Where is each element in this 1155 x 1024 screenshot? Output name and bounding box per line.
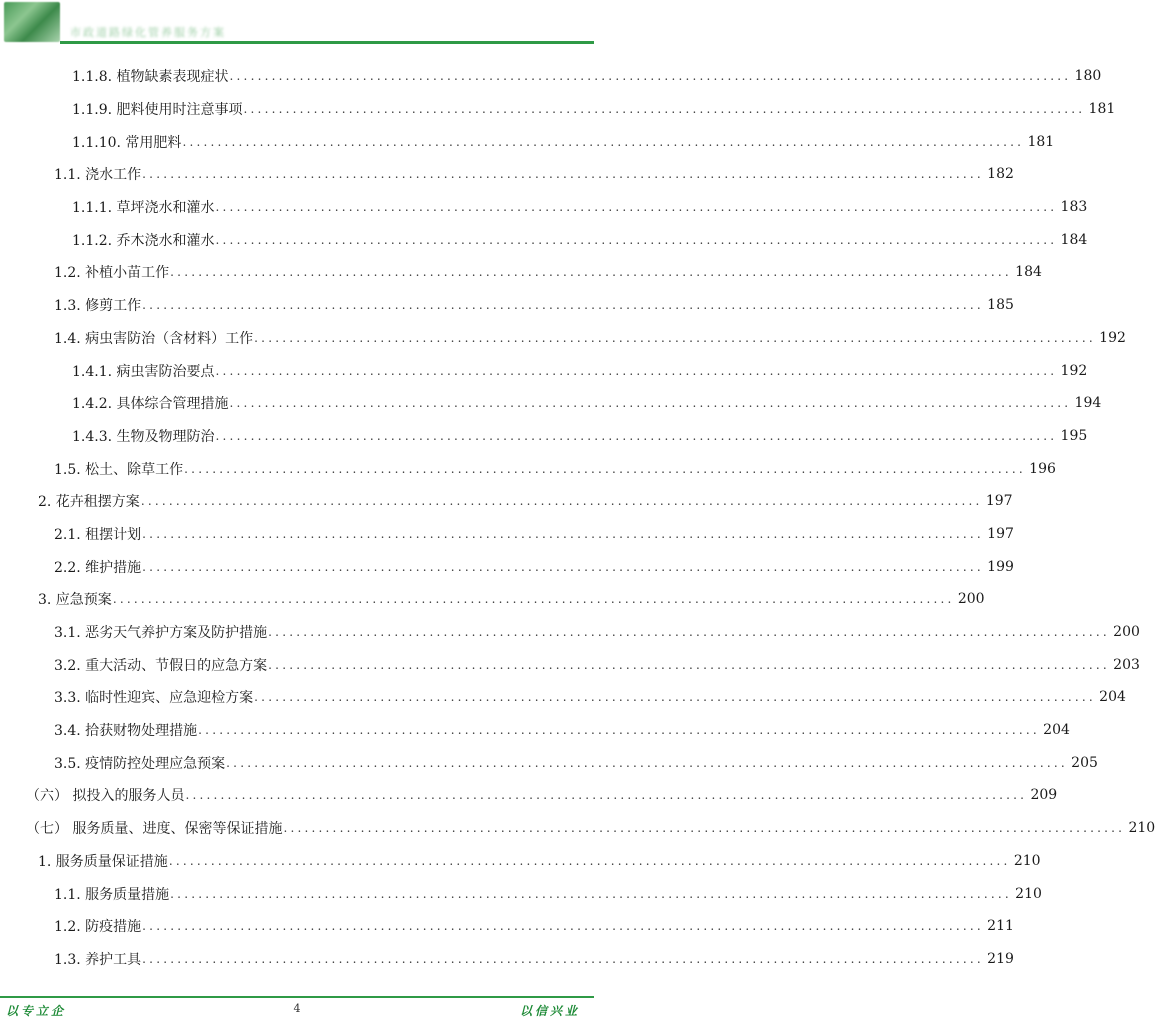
toc-entry[interactable] [0, 191, 1088, 224]
toc-entry-title: 1.4.2. 具体综合管理措施 [72, 396, 229, 413]
page-number: 4 [293, 1002, 301, 1015]
toc-entry-title: 1.5. 松土、除草工作 [54, 461, 184, 478]
toc-entry-title: 1.1.1. 草坪浇水和灌水 [72, 200, 215, 217]
toc-dot-leader: ........................................................................................................................ [215, 232, 1058, 247]
toc-entry-title: 1.1. 服务质量措施 [54, 886, 170, 903]
toc-entry[interactable] [0, 943, 1014, 976]
header-title: 市政道路绿化管养服务方案 [70, 26, 226, 39]
toc-entry[interactable] [0, 746, 1098, 779]
toc-entry-page: 181 [1088, 101, 1116, 118]
toc-entry[interactable] [0, 812, 1155, 845]
toc-entry-title: 3.3. 临时性迎宾、应急迎检方案 [54, 690, 254, 707]
toc-entry-page: 185 [987, 297, 1014, 314]
toc-entry-page: 192 [1060, 362, 1088, 379]
toc-dot-leader: ........................................................................................................................ [112, 592, 955, 607]
toc-entry[interactable] [0, 223, 1088, 256]
toc-entry[interactable] [0, 256, 1042, 289]
toc-dot-leader: ........................................................................................................................ [229, 69, 1072, 84]
toc-entry-title: （七） 服务质量、进度、保密等保证措施 [26, 821, 283, 838]
toc-entry[interactable] [0, 714, 1070, 747]
toc-entry[interactable] [0, 681, 1126, 714]
toc-entry-title: 1.1. 浇水工作 [54, 167, 142, 184]
toc-dot-leader: ........................................................................................................................ [226, 755, 1068, 770]
toc-entry-page: 184 [1060, 231, 1088, 248]
toc-dot-leader: ........................................................................................................................ [170, 886, 1012, 901]
toc-entry-title: 1.1.9. 肥料使用时注意事项 [72, 102, 243, 119]
footer-slogan-right: 以信兴业 [519, 1004, 580, 1018]
toc-dot-leader: ........................................................................................................................ [140, 494, 983, 509]
toc-dot-leader: ........................................................................................................................ [215, 363, 1058, 378]
toc-dot-leader: ........................................................................................................................ [268, 657, 1110, 672]
toc-entry[interactable] [0, 289, 1014, 322]
toc-entry-page: 200 [957, 591, 985, 608]
toc-entry-title: 3.4. 拾获财物处理措施 [54, 723, 198, 740]
toc-entry-page: 203 [1113, 656, 1140, 673]
toc-entry-page: 209 [1030, 787, 1058, 804]
toc-dot-leader: ........................................................................................................................ [254, 330, 1096, 345]
toc-dot-leader: ........................................................................................................................ [229, 396, 1072, 411]
toc-entry[interactable] [0, 485, 1013, 518]
toc-dot-leader: ........................................................................................................................ [142, 167, 984, 182]
toc-entry[interactable] [0, 518, 1014, 551]
toc-dot-leader: ........................................................................................................................ [142, 951, 984, 966]
toc-entry-title: 1. 服务质量保证措施 [38, 853, 168, 870]
toc-entry-title: 1.4.3. 生物及物理防治 [72, 428, 215, 445]
toc-entry[interactable] [0, 877, 1042, 910]
toc-entry[interactable] [0, 845, 1041, 878]
table-of-contents [0, 60, 1155, 975]
toc-entry-page: 200 [1113, 624, 1140, 641]
toc-dot-leader: ........................................................................................................................ [142, 526, 984, 541]
toc-entry-title: 1.3. 修剪工作 [54, 298, 142, 315]
toc-entry-title: 1.3. 养护工具 [54, 951, 142, 968]
toc-entry[interactable] [0, 60, 1102, 93]
toc-entry-page: 196 [1029, 460, 1056, 477]
toc-entry[interactable] [0, 158, 1014, 191]
toc-entry[interactable] [0, 648, 1140, 681]
toc-entry-title: 2.1. 租摆计划 [54, 526, 142, 543]
toc-dot-leader: ........................................................................................................................ [142, 919, 984, 934]
toc-entry-title: 3.2. 重大活动、节假日的应急方案 [54, 657, 268, 674]
toc-entry-page: 195 [1060, 427, 1088, 444]
toc-entry-page: 183 [1060, 199, 1088, 216]
toc-entry[interactable] [0, 322, 1126, 355]
toc-entry[interactable] [0, 452, 1056, 485]
toc-dot-leader: ........................................................................................................................ [215, 428, 1058, 443]
toc-dot-leader: ........................................................................................................................ [170, 265, 1012, 280]
toc-entry-page: 204 [1043, 722, 1070, 739]
toc-entry-page: 205 [1071, 754, 1098, 771]
toc-dot-leader: ........................................................................................................................ [182, 134, 1025, 149]
toc-entry-title: 2. 花卉租摆方案 [38, 494, 140, 511]
toc-entry-page: 204 [1099, 689, 1126, 706]
toc-entry-page: 181 [1027, 133, 1055, 150]
toc-dot-leader: ........................................................................................................................ [184, 461, 1026, 476]
toc-entry-page: 210 [1013, 852, 1041, 869]
toc-entry[interactable] [0, 420, 1088, 453]
footer-slogan-left: 以专立企 [6, 1004, 67, 1018]
toc-entry-page: 180 [1074, 68, 1102, 85]
toc-dot-leader: ........................................................................................................................ [254, 690, 1096, 705]
toc-entry-title: 1.2. 防疫措施 [54, 919, 142, 936]
toc-entry[interactable] [0, 354, 1088, 387]
footer-divider [0, 996, 594, 998]
toc-entry[interactable] [0, 125, 1055, 158]
toc-entry-title: 3. 应急预案 [38, 592, 112, 609]
toc-entry-page: 184 [1015, 264, 1042, 281]
header-divider [60, 41, 594, 44]
toc-entry-page: 199 [987, 558, 1014, 575]
toc-entry[interactable] [0, 583, 985, 616]
company-logo [4, 2, 60, 42]
toc-entry-page: 192 [1099, 329, 1126, 346]
toc-entry-title: 1.4. 病虫害防治（含材料）工作 [54, 330, 254, 347]
toc-dot-leader: ........................................................................................................................ [268, 625, 1110, 640]
toc-entry-title: 1.4.1. 病虫害防治要点 [72, 363, 215, 380]
toc-entry-page: 197 [987, 525, 1014, 542]
page-header [0, 0, 594, 46]
toc-entry[interactable] [0, 387, 1102, 420]
toc-dot-leader: ........................................................................................................................ [185, 788, 1028, 803]
toc-entry[interactable] [0, 779, 1058, 812]
toc-entry-page: 194 [1074, 395, 1102, 412]
toc-entry-title: 1.1.8. 植物缺素表现症状 [72, 69, 229, 86]
toc-dot-leader: ........................................................................................................................ [142, 298, 984, 313]
toc-dot-leader: ........................................................................................................................ [215, 200, 1058, 215]
toc-entry-page: 210 [1128, 820, 1155, 837]
page-footer [0, 996, 594, 1024]
toc-entry-page: 210 [1015, 885, 1042, 902]
toc-dot-leader: ........................................................................................................................ [142, 559, 984, 574]
toc-entry-title: 1.1.2. 乔木浇水和灌水 [72, 232, 215, 249]
toc-entry-title: 1.1.10. 常用肥料 [72, 134, 182, 151]
toc-entry-title: 3.5. 疫情防控处理应急预案 [54, 755, 226, 772]
toc-entry-page: 197 [985, 493, 1013, 510]
toc-entry-title: 2.2. 维护措施 [54, 559, 142, 576]
toc-entry-page: 211 [987, 918, 1014, 935]
toc-dot-leader: ........................................................................................................................ [168, 853, 1011, 868]
toc-entry[interactable] [0, 550, 1014, 583]
toc-entry[interactable] [0, 616, 1140, 649]
toc-entry-title: 1.2. 补植小苗工作 [54, 265, 170, 282]
toc-entry-page: 182 [987, 166, 1014, 183]
toc-entry[interactable] [0, 910, 1014, 943]
toc-entry-title: （六） 拟投入的服务人员 [26, 788, 185, 805]
toc-entry-title: 3.1. 恶劣天气养护方案及防护措施 [54, 625, 268, 642]
toc-dot-leader: ........................................................................................................................ [283, 821, 1126, 836]
toc-entry[interactable] [0, 93, 1116, 126]
toc-entry-page: 219 [987, 950, 1014, 967]
toc-dot-leader: ........................................................................................................................ [198, 723, 1040, 738]
toc-dot-leader: ........................................................................................................................ [243, 102, 1086, 117]
